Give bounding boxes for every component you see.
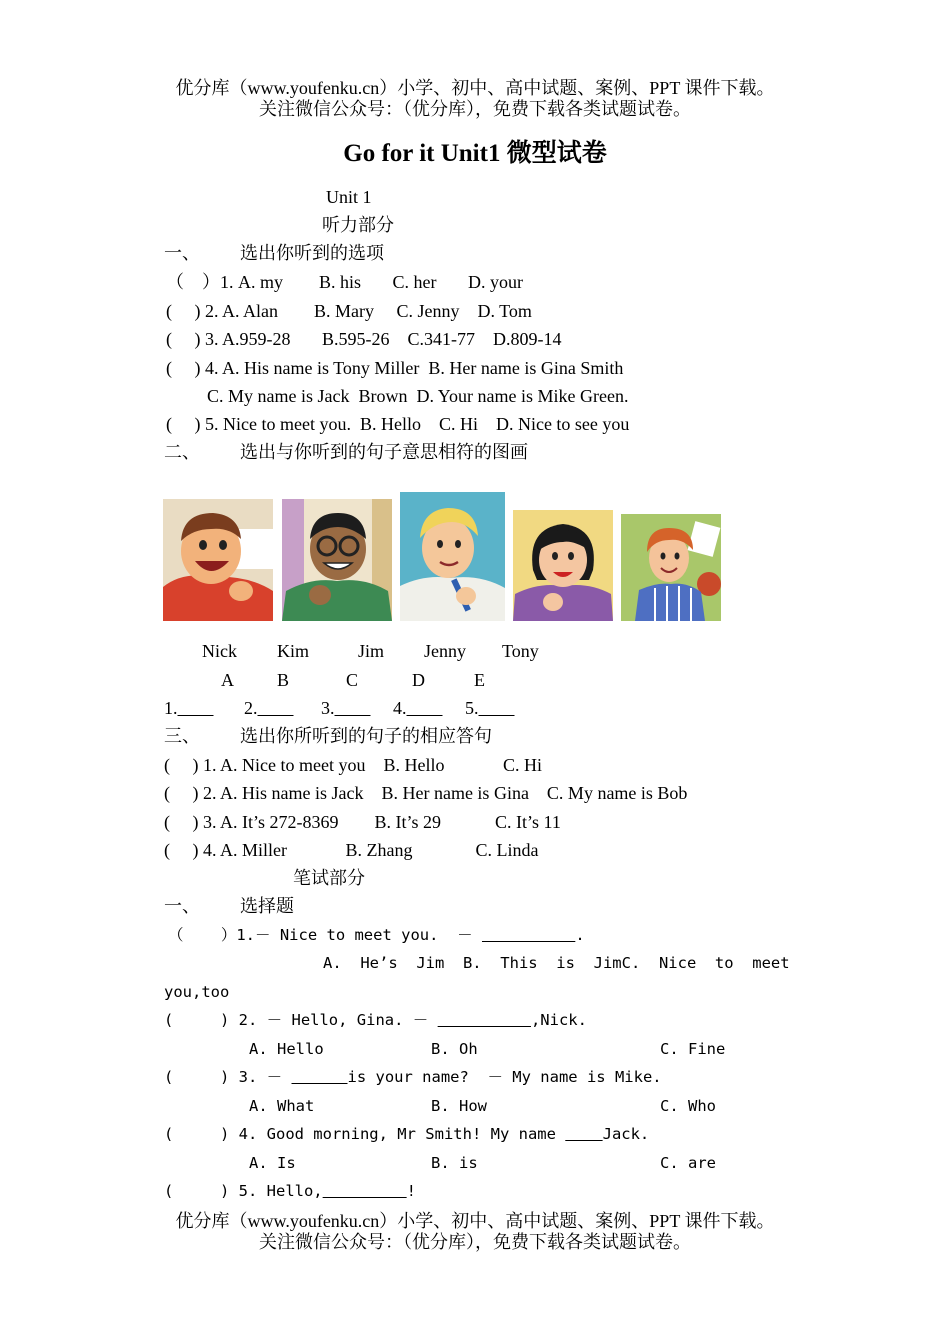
choice-question-1: （ ）1.－ Nice to meet you. － . <box>168 926 585 944</box>
question-line: ( ) 4. A. Miller B. Zhang C. Linda <box>164 840 539 860</box>
page-title: Go for it Unit1 微型试卷 <box>343 140 607 167</box>
section-4-title: 选择题 <box>240 896 294 916</box>
written-heading: 笔试部分 <box>293 868 365 888</box>
question-line: C. My name is Jack Brown D. Your name is Mike Green. <box>207 386 629 406</box>
header-line-2: 关注微信公众号：（优分库），免费下载各类试题试卷。 <box>259 99 691 119</box>
answer-blank[interactable] <box>321 697 371 719</box>
picture-name-kim: Kim <box>277 641 310 661</box>
question-options: you,too <box>164 983 230 1001</box>
question-line: ( ) 3. A.959-28 B.595-26 C.341-77 D.809-14 <box>166 329 562 349</box>
fill-blank[interactable] <box>438 1011 531 1029</box>
picture-letter-d: D <box>412 670 425 690</box>
question-line: （ ）1. A. my B. his C. her D. your <box>166 272 523 292</box>
choice-question-3: ( ) 3. － is your name? － My name is Mike. <box>164 1068 662 1086</box>
fill-blank[interactable] <box>482 926 575 944</box>
boy-writing-picture <box>400 492 505 621</box>
picture-letter-a: A <box>221 670 234 690</box>
footer-line-2: 关注微信公众号：（优分库），免费下载各类试题试卷。 <box>259 1232 691 1252</box>
option-b: B. How <box>431 1097 487 1115</box>
boy-glasses-picture <box>282 499 392 621</box>
picture-name-nick: Nick <box>202 641 237 661</box>
picture-name-jenny: Jenny <box>424 641 466 661</box>
question-line: ( ) 2. A. His name is Jack B. Her name is Gina C. My name is Bob <box>164 783 688 803</box>
option-c: C. are <box>660 1154 716 1172</box>
picture-letter-e: E <box>474 670 485 690</box>
answer-blank-number: 5. <box>465 698 479 718</box>
section-1-number: 一、 <box>164 243 200 263</box>
picture-letter-c: C <box>346 670 359 690</box>
footer-line-1: 优分库（www.youfenku.cn）小学、初中、高中试题、案例、PPT 课件下载。 <box>175 1211 775 1231</box>
choice-question-2: ( ) 2. － Hello, Gina. － ,Nick. <box>164 1011 587 1029</box>
option-b: B. Oh <box>431 1040 478 1058</box>
boy-striped-shirt-picture <box>621 514 721 621</box>
question-line: ( ) 4. A. His name is Tony Miller B. Her name is Gina Smith <box>166 358 624 378</box>
section-3-title: 选出你所听到的句子的相应答句 <box>240 726 492 746</box>
question-line: ( ) 5. Nice to meet you. B. Hello C. Hi D. Nice to see you <box>166 414 630 434</box>
listening-heading: 听力部分 <box>322 215 394 235</box>
answer-blank-number: 4. <box>393 698 407 718</box>
girl-purple-picture <box>513 510 613 621</box>
section-2-title: 选出与你听到的句子意思相符的图画 <box>240 442 528 462</box>
question-line: ( ) 2. A. Alan B. Mary C. Jenny D. Tom <box>166 301 532 321</box>
section-1-title: 选出你听到的选项 <box>240 243 384 263</box>
option-c: C. Who <box>660 1097 716 1115</box>
picture-letter-b: B <box>277 670 290 690</box>
answer-blank[interactable] <box>465 697 515 719</box>
answer-blank[interactable] <box>164 697 214 719</box>
fill-blank[interactable] <box>292 1068 348 1086</box>
question-options: A. He’s Jim B. This is JimC. Nice to meet <box>323 954 790 972</box>
answer-blank-number: 2. <box>244 698 258 718</box>
question-line: ( ) 3. A. It’s 272-8369 B. It’s 29 C. It’s 11 <box>164 812 561 832</box>
header-line-1: 优分库（www.youfenku.cn）小学、初中、高中试题、案例、PPT 课件下载。 <box>175 78 775 98</box>
question-line: ( ) 1. A. Nice to meet you B. Hello C. Hi <box>164 755 542 775</box>
answer-blank[interactable] <box>244 697 294 719</box>
option-a: A. Hello <box>249 1040 324 1058</box>
unit-label: Unit 1 <box>326 187 372 207</box>
section-4-number: 一、 <box>164 896 200 916</box>
picture-name-tony: Tony <box>502 641 539 661</box>
fill-blank[interactable] <box>323 1182 407 1200</box>
answer-blank-number: 3. <box>321 698 335 718</box>
choice-question-4: ( ) 4. Good morning, Mr Smith! My name Jack. <box>164 1125 650 1143</box>
picture-name-jim: Jim <box>358 641 385 661</box>
answer-blank[interactable] <box>393 697 443 719</box>
section-3-number: 三、 <box>164 726 200 746</box>
answer-blank-number: 1. <box>164 698 178 718</box>
fill-blank[interactable] <box>565 1125 602 1143</box>
section-2-number: 二、 <box>164 442 200 462</box>
boy-red-sweater-picture <box>163 499 273 621</box>
option-b: B. is <box>431 1154 478 1172</box>
option-a: A. What <box>249 1097 315 1115</box>
choice-question-5: ( ) 5. Hello, ! <box>164 1182 416 1200</box>
option-a: A. Is <box>249 1154 296 1172</box>
option-c: C. Fine <box>660 1040 726 1058</box>
